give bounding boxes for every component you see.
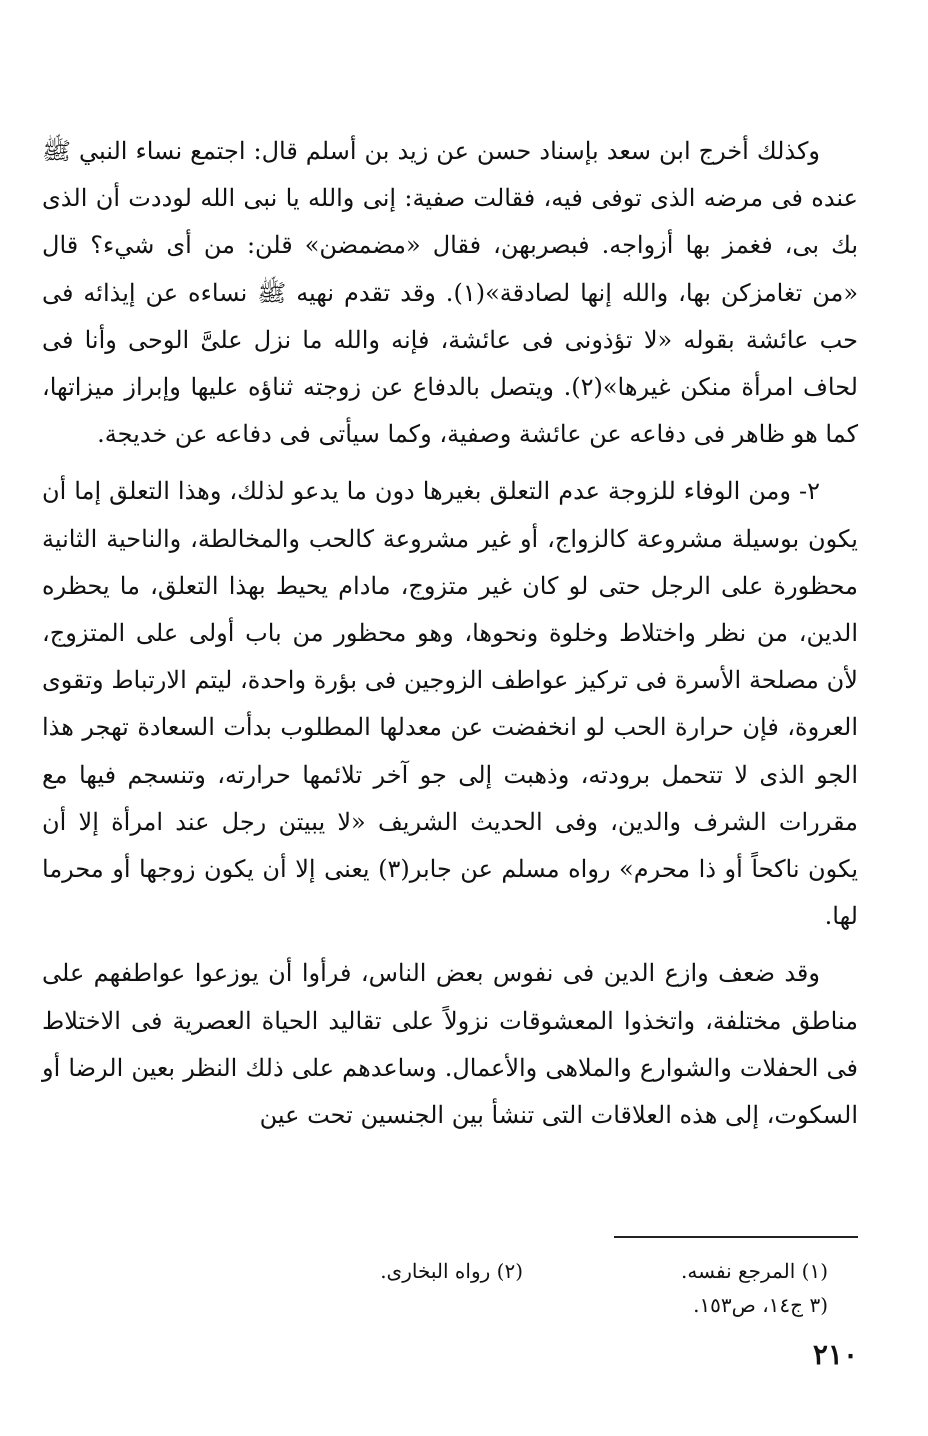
footnote-divider [614,1236,858,1238]
footnotes [42,1254,858,1322]
main-text [42,128,858,1139]
footnote-2: (٢) رواه البخارى. [380,1259,523,1283]
footnote-row [42,1254,858,1288]
page-number: ٢١٠ [812,1338,858,1371]
footnote-row [42,1288,858,1322]
footnote-3: (٣ ج١٤، ص١٥٣. [693,1293,828,1317]
paragraph-3: وقد ضعف وازع الدين فى نفوس بعض الناس، فرأوا أن يوزعوا عواطفهم على مناطق مختلفة، واتخذوا المعشوقات نزولاً على تقاليد الحياة العصرية فى الاختلاط فى الحفلات والشوارع والملاهى والأعمال. وساعدهم على ذلك النظر بعين الرضا أو السكوت، إلى هذه العلاقات التى تنشأ بين الجنسين تحت عين [42,959,858,1130]
footnote-1: (١) المرجع نفسه. [681,1259,828,1283]
paragraph-2: ٢- ومن الوفاء للزوجة عدم التعلق بغيرها دون ما يدعو لذلك، وهذا التعلق إما أن يكون بوسيلة مشروعة كالزواج، أو غير مشروعة كالحب والمخالطة، والناحية الثانية محظورة على الرجل حتى لو كان غير متزوج، مادام يحيط بهذا التعلق، ما يحظره الدين، من نظر واختلاط وخلوة ونحوها، وهو محظور من باب أولى على المتزوج، لأن مصلحة الأسرة فى تركيز عواطف الزوجين فى بؤرة واحدة، ليتم الارتباط وتقوى العروة، فإن حرارة الحب لو انخفضت عن معدلها المطلوب بدأت السعادة تهجر هذا الجو الذى لا تتحمل برودته، وذهبت إلى جو آخر تلائمها حرارته، وتنسجم فيها مع مقررات الشرف والدين، وفى الحديث الشريف «لا يبيتن رجل عند امرأة إلا أن يكون ناكحاً أو ذا محرم» رواه مسلم عن جابر(٣) يعنى إلا أن يكون زوجها أو محرما لها. [42,477,859,931]
paragraph-1: وكذلك أخرج ابن سعد بإسناد حسن عن زيد بن أسلم قال: اجتمع نساء النبي ﷺ عنده فى مرضه الذى توفى فيه، فقالت صفية: إنى والله يا نبى الله لوددت أن الذى بك بى، فغمز بها أزواجه. فبصربهن، فقال «مضمضن» قلن: من أى شيء؟ قال «من تغامزكن بها، والله إنها لصادقة»(١). وقد تقدم نهيه ﷺ نساءه عن إيذائه فى حب عائشة بقوله «لا تؤذونى فى عائشة، فإنه والله ما نزل علىَّ الوحى وأنا فى لحاف امرأة منكن غيرها»(٢). ويتصل بالدفاع عن زوجته ثناؤه عليها وإبراز ميزاتها، كما هو ظاهر فى دفاعه عن عائشة وصفية، وكما سيأتى فى دفاعه عن خديجة. [42,137,859,449]
